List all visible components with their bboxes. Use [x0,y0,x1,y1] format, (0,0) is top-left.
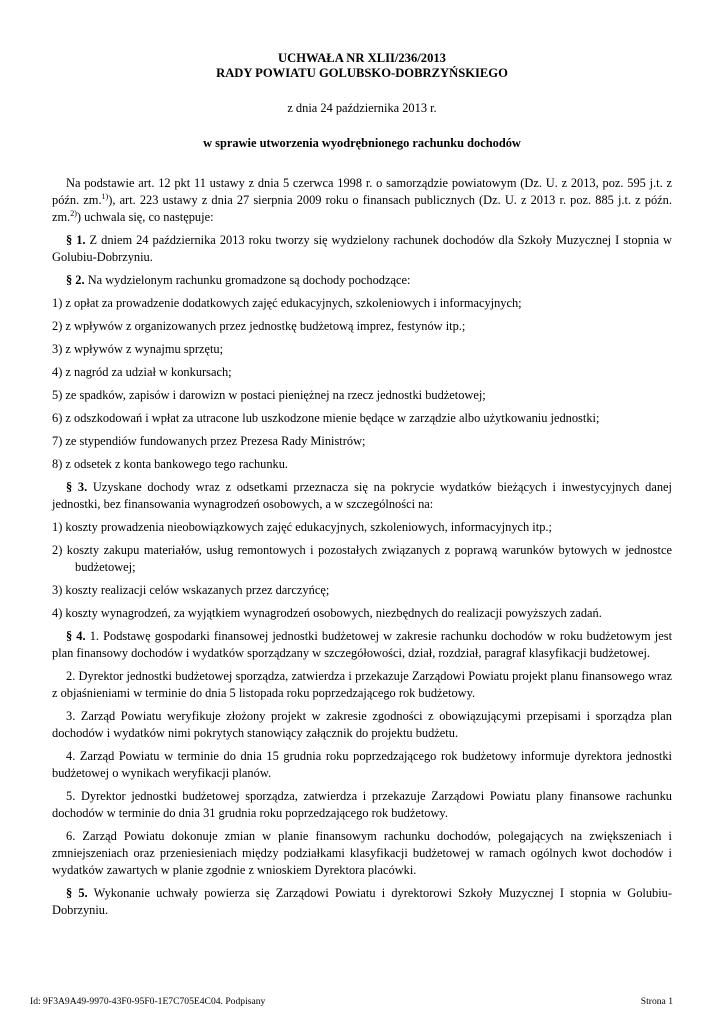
list-item: 4) koszty wynagrodzeń, za wyjątkiem wynagrodzeń osobowych, niezbędnych do realizacji powyższych zadań. [52,606,602,620]
footnote-ref-1: 1) [101,191,109,201]
resolution-date: z dnia 24 października 2013 r. [287,101,437,115]
list-item: 4) z nagród za udział w konkursach; [52,365,232,379]
section-label: § 4. [66,629,86,643]
section-3: § 3. Uzyskane dochody wraz z odsetkami przeznacza się na pokrycie wydatków bieżących i inwestycyjnych danej jednostki, bez finansowania wynagrodzeń osobowych, a w szczególności na: [52,480,672,511]
list-item: 5) ze spadków, zapisów i darowizn w postaci pieniężnej na rzecz jednostki budżetowej; [52,388,486,402]
section-1: § 1. Z dniem 24 października 2013 roku tworzy się wydzielony rachunek dochodów dla Szkoły Muzycznej I stopnia w Golubiu-Dobrzyniu. [52,233,672,264]
list-item: 2) koszty zakupu materiałów, usług remontowych i pozostałych związanych z poprawą warunków bytowych w jednostce budżetowej; [52,543,672,574]
list-item: 2) z wpływów z organizowanych przez jednostkę budżetową imprez, festynów itp.; [52,319,466,333]
list-item: 7) ze stypendiów fundowanych przez Prezesa Rady Ministrów; [52,434,366,448]
council-name: RADY POWIATU GOLUBSKO-DOBRZYŃSKIEGO [216,66,508,80]
section-5: § 5. Wykonanie uchwały powierza się Zarządowi Powiatu i dyrektorowi Szkoły Muzycznej I stopnia w Golubiu-Dobrzyniu. [52,886,672,917]
section-label: § 2. [66,273,85,287]
section-label: § 1. [66,233,86,247]
section-4-paragraph-2: 2. Dyrektor jednostki budżetowej sporządza, zatwierdza i przekazuje Zarządowi Powiatu projekt planu finansowego wraz z objaśnieniami w terminie do dnia 5 listopada roku poprzedzającego rok budżetowy. [52,669,672,700]
section-4-paragraph-4: 4. Zarząd Powiatu w terminie do dnia 15 grudnia roku poprzedzającego rok budżetowy informuje dyrektora jednostki budżetowej o wynikach weryfikacji planów. [52,749,672,780]
list-item: 6) z odszkodowań i wpłat za utracone lub uszkodzone mienie będące w zarządzie albo użytkowaniu jednostki; [52,411,600,425]
document-id: Id: 9F3A9A49-9970-43F0-95F0-1E7C705E4C04. Podpisany [30,996,266,1007]
legal-basis-paragraph: Na podstawie art. 12 pkt 11 ustawy z dnia 5 czerwca 1998 r. o samorządzie powiatowym (Dz. U. z 2013, poz. 595 j.t. z późn. zm.$^{1)}$), art. 223 ustawy z dnia 27 sierpnia 2009 roku o finansach publicznych (Dz. U. z 2013 r. poz. 885 j.t. z późn. zm.$^{2)}$) uchwala się, co następuje: [52,176,672,224]
section-4-paragraph-5: 5. Dyrektor jednostki budżetowej sporządza, zatwierdza i przekazuje Zarządowi Powiatu plany finansowe rachunku dochodów w terminie do dnia 31 grudnia roku poprzedzającego rok budżetowy. [52,789,672,820]
section-4-paragraph-6: 6. Zarząd Powiatu dokonuje zmian w planie finansowym rachunku dochodów, polegających na zwiększeniach i zmniejszeniach oraz przeniesieniach między podziałkami klasyfikacji budżetowej w ramach ogólnych kwot dochodów i wydatków zawartych w planie zgodnie z wnioskiem Dyrektora placówki. [52,829,672,877]
list-item: 8) z odsetek z konta bankowego tego rachunku. [52,457,289,471]
footnote-ref-2: 2) [70,208,77,218]
page-number: Strona 1 [640,996,673,1007]
section-label: § 3. [66,480,88,494]
list-item: 1) z opłat za prowadzenie dodatkowych zajęć edukacyjnych, szkoleniowych i informacyjnych; [52,296,522,310]
page-footer [30,996,673,1007]
section-4: § 4. 1. Podstawę gospodarki finansowej jednostki budżetowej w zakresie rachunku dochodów w roku budżetowym jest plan finansowy dochodów i wydatków sporządzany w szczegółowości, dział, rozdział, paragraf klasyfikacji budżetowej. [52,629,673,660]
document-page [52,51,672,919]
list-item: 3) koszty realizacji celów wskazanych przez darczyńcę; [52,583,330,597]
section-2: § 2. Na wydzielonym rachunku gromadzone są dochody pochodzące: [66,273,411,287]
list-item: 3) z wpływów z wynajmu sprzętu; [52,342,224,356]
resolution-number: UCHWAŁA NR XLII/236/2013 [278,51,446,65]
list-item: 1) koszty prowadzenia nieobowiązkowych zajęć edukacyjnych, szkoleniowych, informacyjnych itp.; [52,520,552,534]
resolution-subject: w sprawie utworzenia wyodrębnionego rachunku dochodów [203,136,521,150]
section-4-paragraph-3: 3. Zarząd Powiatu weryfikuje złożony projekt w zakresie zgodności z obowiązującymi przepisami i sporządza plan dochodów i wydatków nimi pokrytych stanowiący załącznik do projektu budżetu. [52,709,672,740]
section-label: § 5. [66,886,88,900]
